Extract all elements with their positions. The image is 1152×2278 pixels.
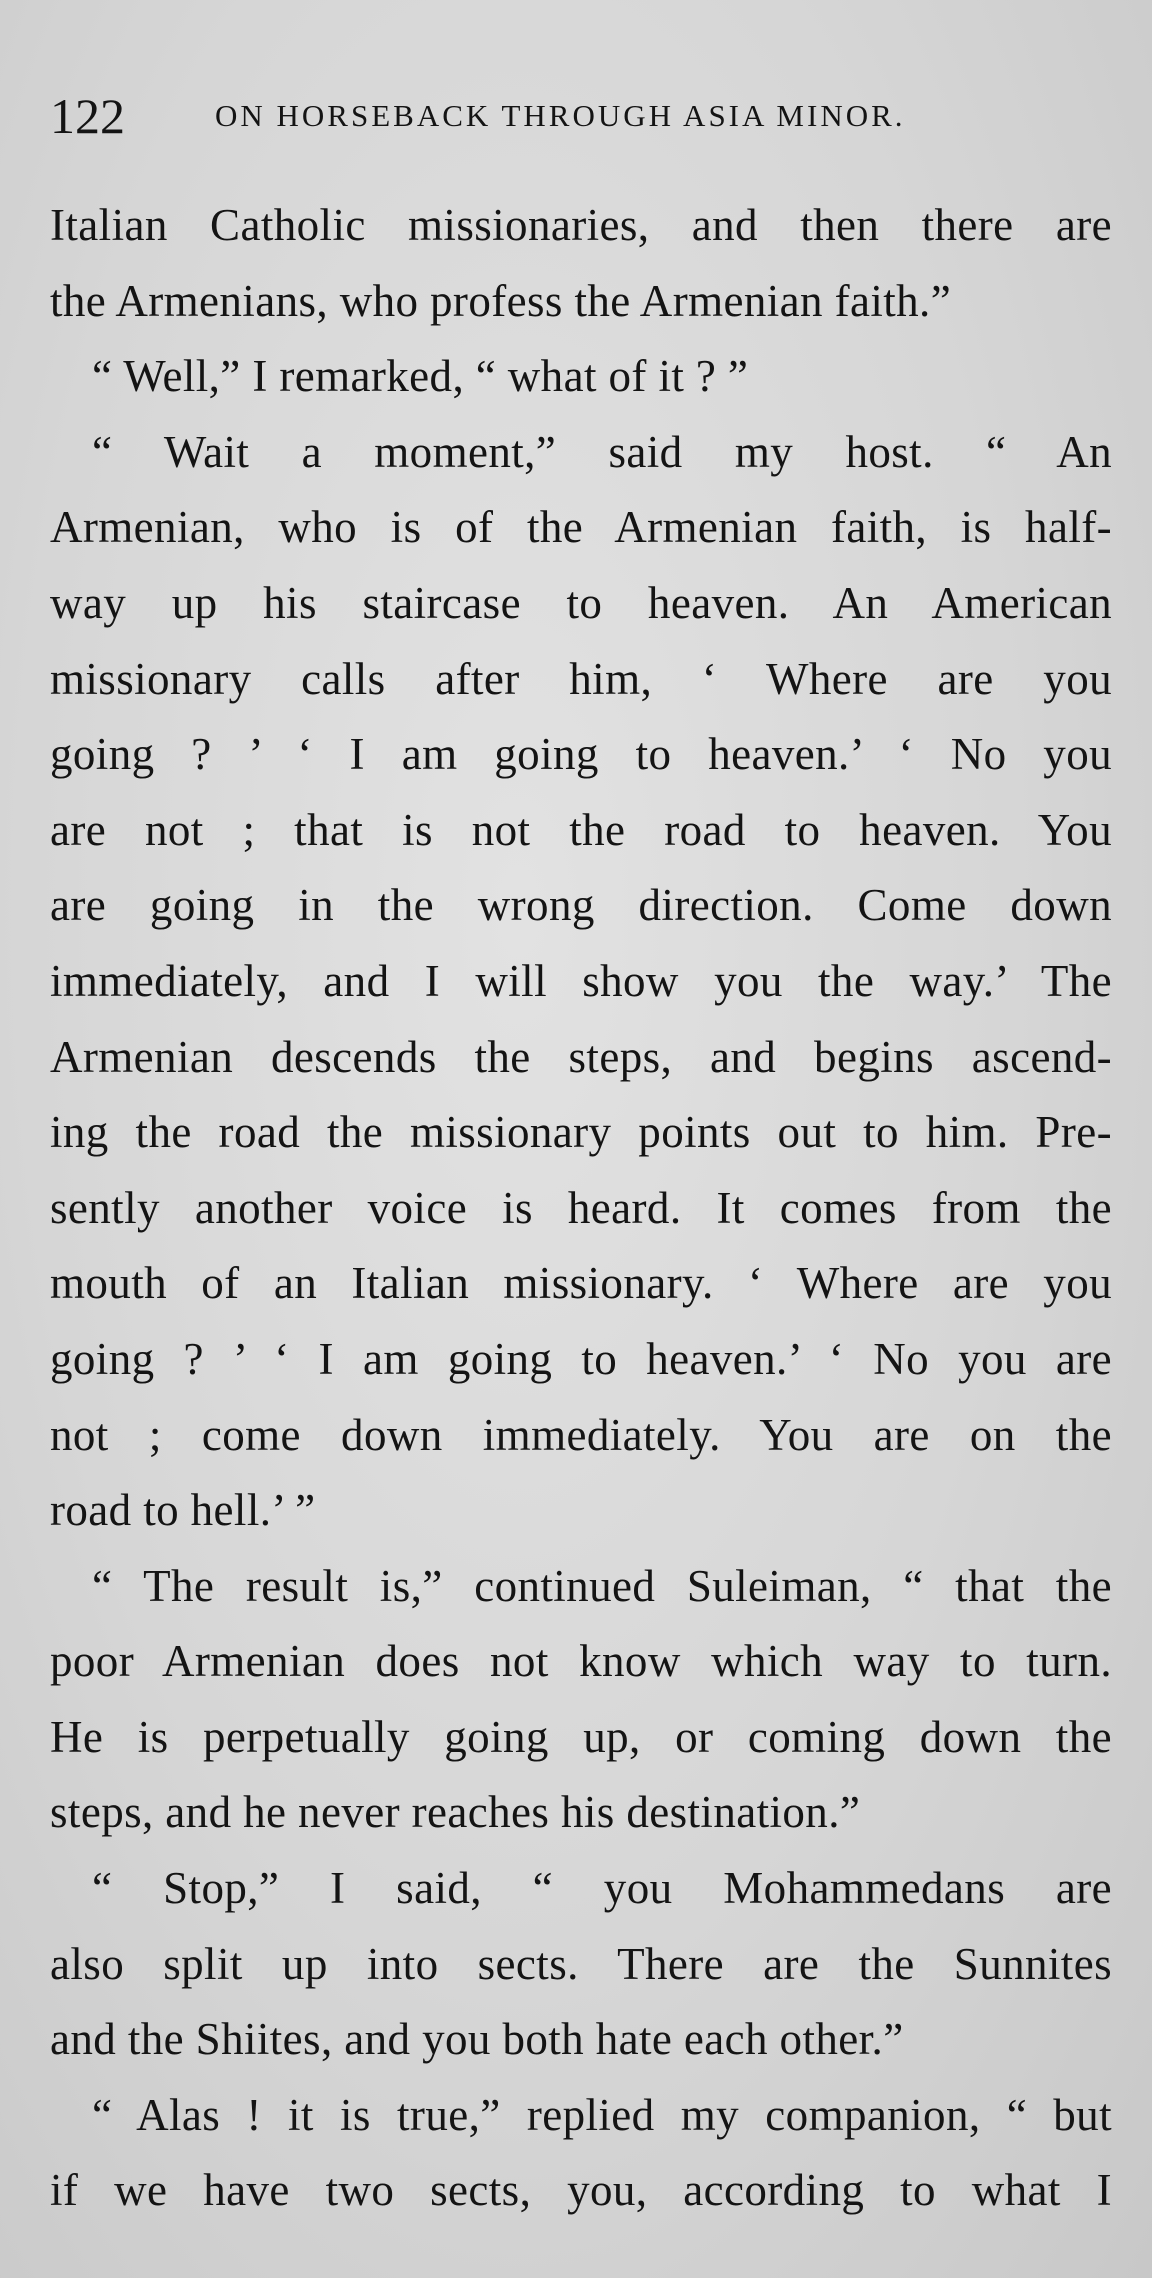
text-line: are going in the wrong direction. Come down — [50, 880, 1112, 931]
text-line: the Armenians, who profess the Armenian faith.” — [50, 275, 952, 326]
text-line: “ Well,” I remarked, “ what of it ? ” — [92, 351, 749, 402]
text-line: “ Wait a moment,” said my host. “ An — [92, 426, 1112, 477]
text-line: going ? ’ ‘ I am going to heaven.’ ‘ No you are — [50, 1333, 1112, 1384]
text-line: ing the road the missionary points out to him. Pre- — [50, 1107, 1112, 1158]
text-line: poor Armenian does not know which way to turn. — [50, 1636, 1112, 1687]
text-line: also split up into sects. There are the Sunnites — [50, 1938, 1112, 1989]
text-line: mouth of an Italian missionary. ‘ Where are you — [50, 1258, 1112, 1309]
text-line: Armenian descends the steps, and begins ascend- — [50, 1031, 1112, 1082]
text-line: He is perpetually going up, or coming down the — [50, 1711, 1112, 1762]
text-line: not ; come down immediately. You are on the — [50, 1409, 1112, 1460]
text-line: “ Alas ! it is true,” replied my companion, “ but — [92, 2089, 1112, 2140]
text-line: “ Stop,” I said, “ you Mohammedans are — [92, 1863, 1112, 1914]
text-line: sently another voice is heard. It comes from the — [50, 1182, 1112, 1233]
text-line: road to hell.’ ” — [50, 1485, 316, 1536]
running-title: ON HORSEBACK THROUGH ASIA MINOR. — [215, 98, 906, 133]
text-line: steps, and he never reaches his destination.” — [50, 1787, 861, 1838]
text-line: going ? ’ ‘ I am going to heaven.’ ‘ No you — [50, 729, 1112, 780]
running-head — [50, 86, 1100, 146]
text-line: missionary calls after him, ‘ Where are you — [50, 653, 1112, 704]
text-line: Italian Catholic missionaries, and then there are — [50, 200, 1112, 250]
body-text — [50, 188, 1112, 2229]
page-number: 122 — [50, 88, 125, 144]
text-line: way up his staircase to heaven. An American — [50, 577, 1112, 628]
text-line: Armenian, who is of the Armenian faith, is half- — [50, 502, 1112, 553]
text-line: if we have two sects, you, according to what I — [50, 2165, 1112, 2216]
text-line: and the Shiites, and you both hate each other.” — [50, 2014, 904, 2065]
text-line: are not ; that is not the road to heaven. You — [50, 804, 1112, 855]
text-line: immediately, and I will show you the way.’ The — [50, 955, 1112, 1006]
text-line: “ The result is,” continued Suleiman, “ that the — [92, 1560, 1112, 1611]
